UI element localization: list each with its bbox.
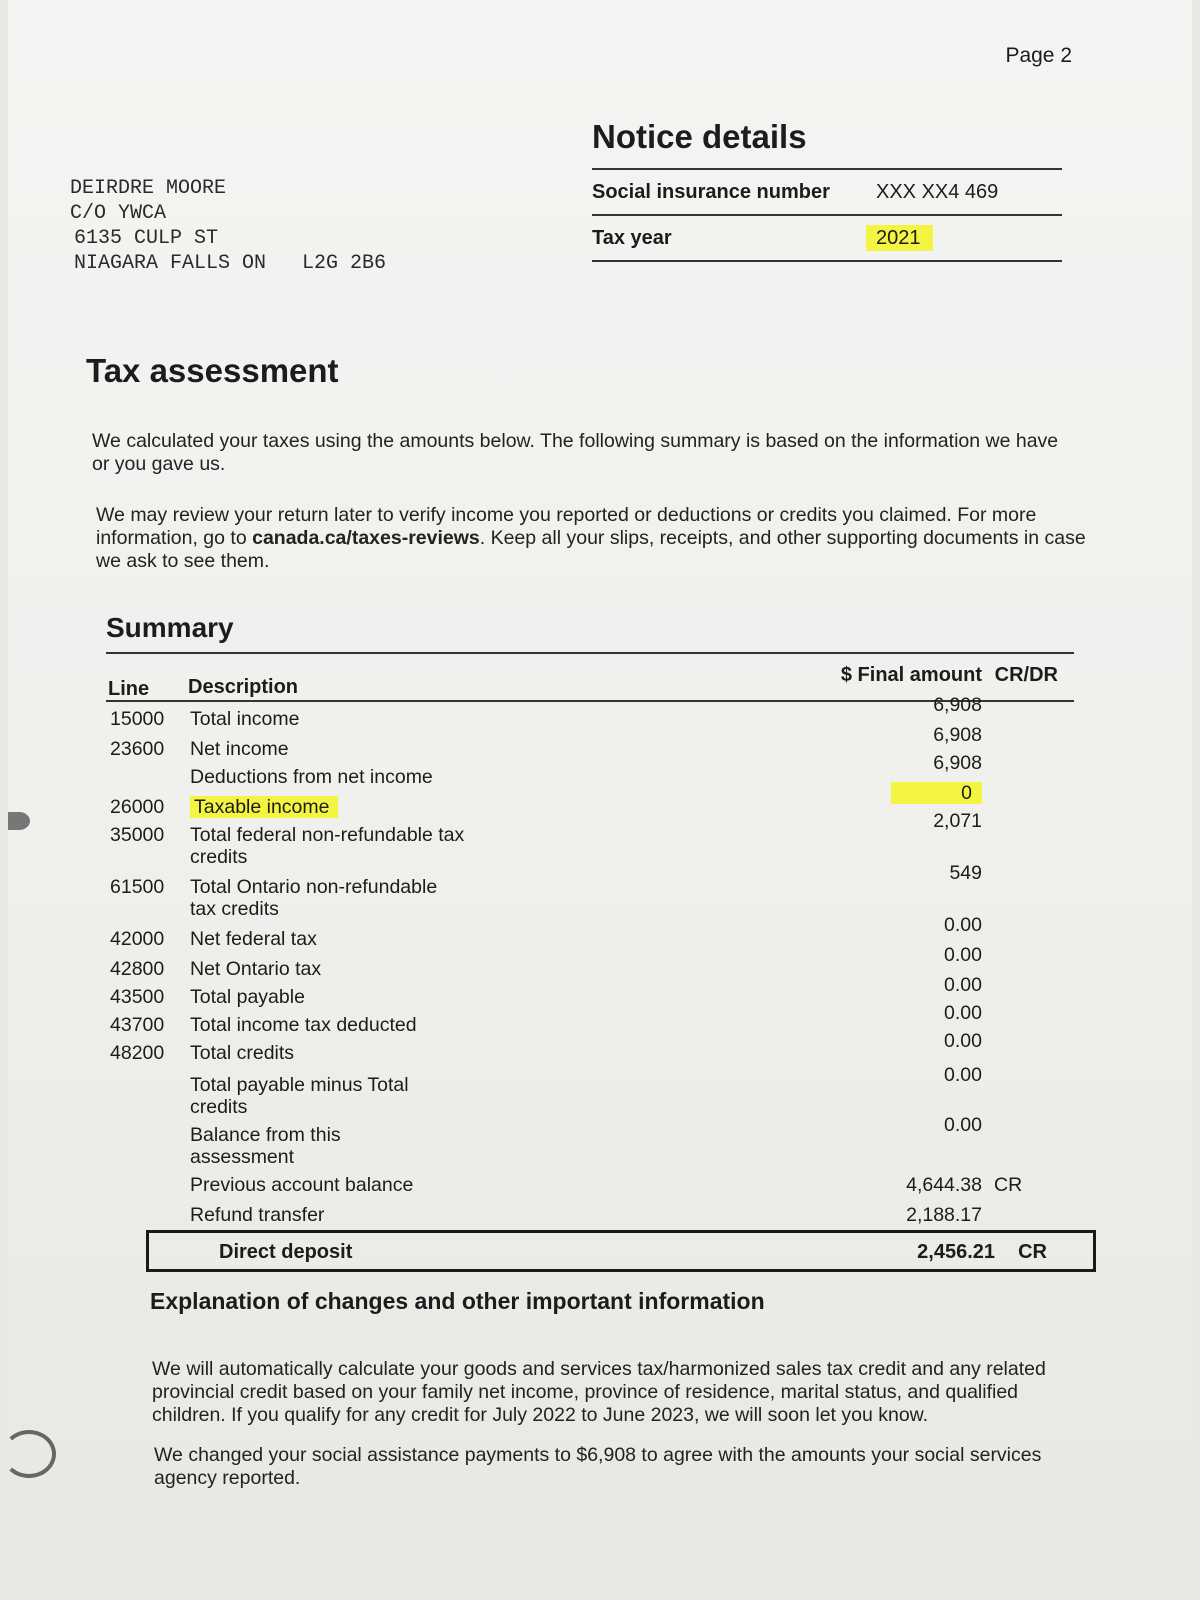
page-number: Page 2 bbox=[1005, 44, 1072, 67]
line-description: Net Ontario tax bbox=[190, 958, 322, 980]
line-amount: 0.00 bbox=[944, 1114, 982, 1136]
line-description: Total federal non-refundable tax credits bbox=[190, 824, 465, 868]
sin-row bbox=[592, 170, 1062, 216]
sin-value: XXX XX4 469 bbox=[876, 180, 999, 203]
line-amount: 549 bbox=[949, 862, 982, 884]
line-number: 43500 bbox=[110, 986, 165, 1008]
line-amount: 0.00 bbox=[944, 974, 982, 996]
sin-label: Social insurance number bbox=[592, 180, 830, 203]
col-line-header: Line bbox=[108, 678, 150, 700]
line-amount: 2,188.17 bbox=[906, 1204, 982, 1226]
direct-deposit-row bbox=[146, 1230, 1096, 1272]
review-notice bbox=[96, 504, 1086, 573]
line-description: Net income bbox=[190, 738, 289, 760]
line-amount: 0.00 bbox=[944, 944, 982, 966]
direct-deposit-amount: 2,456.21 bbox=[917, 1241, 995, 1263]
mailing-address bbox=[70, 176, 386, 276]
tax-assessment-title: Tax assessment bbox=[86, 352, 339, 389]
line-description: Deductions from net income bbox=[190, 766, 433, 788]
line-description: Balance from this assessment bbox=[190, 1124, 341, 1168]
notice-details-title: Notice details bbox=[592, 118, 807, 155]
tax-notice-page bbox=[8, 0, 1192, 1600]
summary-section bbox=[106, 612, 1074, 1302]
col-amount-header: $ Final amount bbox=[840, 664, 982, 686]
line-description: Total income bbox=[190, 708, 300, 730]
address-line: DEIRDRE MOORE bbox=[70, 177, 227, 200]
line-amount-wrap bbox=[782, 782, 982, 804]
explanation-title: Explanation of changes and other important information bbox=[150, 1288, 765, 1314]
line-description: Previous account balance bbox=[190, 1174, 414, 1196]
line-description: Total payable minus Total credits bbox=[190, 1074, 409, 1118]
line-amount: 0.00 bbox=[944, 1030, 982, 1052]
line-number: 42000 bbox=[110, 928, 165, 950]
line-number: 42800 bbox=[110, 958, 165, 980]
line-description: Total payable bbox=[190, 986, 305, 1008]
line-description-wrap bbox=[190, 796, 610, 818]
binder-hole bbox=[8, 812, 30, 830]
line-description: Total Ontario non-refundable tax credits bbox=[190, 876, 438, 920]
direct-deposit-label: Direct deposit bbox=[219, 1241, 353, 1263]
line-amount: 0.00 bbox=[944, 1064, 982, 1086]
line-crdr: CR bbox=[994, 1174, 1023, 1196]
line-amount: 6,908 bbox=[933, 694, 982, 716]
tax-year-row bbox=[592, 216, 1062, 262]
reviews-link[interactable]: canada.ca/taxes-reviews bbox=[252, 527, 480, 549]
line-description: Refund transfer bbox=[190, 1204, 325, 1226]
summary-rows bbox=[106, 694, 1074, 1302]
col-description-header: Description bbox=[188, 676, 299, 698]
assessment-intro: We calculated your taxes using the amounts below. The following summary is based on the information we have or you gave us. bbox=[92, 430, 1059, 475]
summary-title: Summary bbox=[106, 612, 1074, 654]
line-number: 23600 bbox=[110, 738, 165, 760]
line-amount: 6,908 bbox=[933, 724, 982, 746]
line-amount: 0 bbox=[891, 782, 982, 804]
tax-year-label: Tax year bbox=[592, 226, 672, 249]
social-assistance-paragraph: We changed your social assistance payments to $6,908 to agree with the amounts your social services agency reported. bbox=[154, 1444, 1042, 1489]
line-number: 35000 bbox=[110, 824, 165, 846]
line-number: 48200 bbox=[110, 1042, 165, 1064]
gst-credit-paragraph: We will automatically calculate your goods and services tax/harmonized sales tax credit and any related provincial credit based on your family net income, province of residence, marital status, and qualified children. If you qualify for any credit for July 2022 to June 2023, we will soon let you know. bbox=[152, 1358, 1046, 1426]
line-amount: 4,644.38 bbox=[906, 1174, 982, 1196]
line-description: Taxable income bbox=[190, 796, 338, 818]
line-amount: 6,908 bbox=[933, 752, 982, 774]
line-description: Net federal tax bbox=[190, 928, 317, 950]
line-number: 43700 bbox=[110, 1014, 165, 1036]
line-number: 15000 bbox=[110, 708, 165, 730]
notice-details bbox=[592, 118, 1062, 262]
review-text-after: . Keep all your slips, receipts, and other supporting documents in case we ask to see them. bbox=[96, 527, 1086, 572]
line-amount: 2,071 bbox=[933, 810, 982, 832]
line-number: 26000 bbox=[110, 796, 165, 818]
direct-deposit-crdr: CR bbox=[1018, 1241, 1047, 1263]
binder-clip bbox=[8, 1430, 56, 1478]
tax-year-value-wrap bbox=[876, 227, 1062, 250]
line-amount: 0.00 bbox=[944, 914, 982, 936]
review-text-before: We may review your return later to verify income you reported or deductions or credits you claimed. For more information, go to bbox=[96, 504, 1037, 549]
address-line: NIAGARA FALLS ON L2G 2B6 bbox=[74, 252, 387, 275]
line-description: Total income tax deducted bbox=[190, 1014, 417, 1036]
line-amount: 0.00 bbox=[944, 1002, 982, 1024]
line-description: Total credits bbox=[190, 1042, 295, 1064]
address-line: C/O YWCA bbox=[70, 202, 167, 225]
line-number: 61500 bbox=[110, 876, 165, 898]
address-line: 6135 CULP ST bbox=[74, 227, 219, 250]
tax-year-value: 2021 bbox=[866, 225, 933, 251]
col-crdr-header: CR/DR bbox=[994, 664, 1058, 686]
